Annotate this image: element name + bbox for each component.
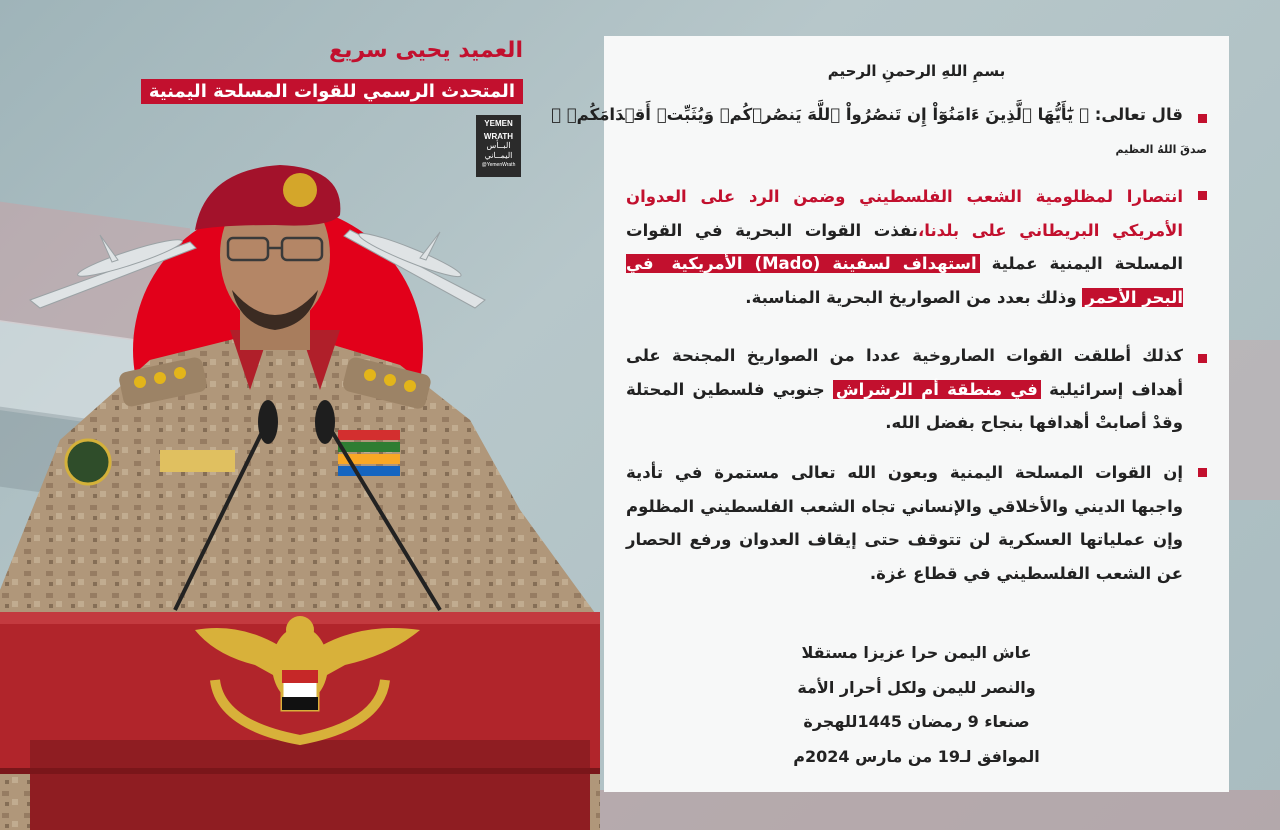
- highlight-umm-al-rashrash: في منطقة أم الرشراش: [833, 380, 1041, 399]
- paragraph-intro-red: انتصارا لمظلومية الشعب الفلسطيني وضمن الرد على العدوان الأمريكي البريطاني على بلدنا،: [626, 187, 1183, 240]
- beret-badge-icon: [283, 173, 317, 207]
- paragraph-text: نفذت القوات البحرية في القوات المسلحة اليمنية عملية: [626, 220, 1184, 273]
- highlight-red-sea: في البحر الأحمر: [626, 254, 1183, 307]
- statement-panel: [551, 36, 1229, 792]
- verse-text: ﴿ يَٰٓأَيُّهَا ٱلَّذِينَ ءَامَنُوٓاْ إِن تَنصُرُواْ ٱللَّهَ يَنصُرۡكُمۡ وَيُثَبِّتۡ أَقۡدَامَكُمۡ ﴾: [551, 105, 1089, 124]
- drone-icon: [30, 234, 196, 308]
- paragraph-commitment: إن القوات المسلحة اليمنية وبعون الله تعالى مستمرة في تأدية واجبها الديني والأخلاقي والإنساني تجاه الشعب الفلسطيني المظلوم وإن عملياتها العسكرية لن تتوقف حتى إيقاف العدوان ورفع الحصار عن الشعب الفلسطيني في قطاع غزة.: [626, 463, 1183, 583]
- paragraph-text-end: جنوبي فلسطين المحتلة وقدْ أصابتْ أهدافها بنجاح بفضل الله.: [626, 379, 1183, 432]
- spokesman-figure-illustration: [0, 150, 600, 830]
- verse-closing: صدقَ اللهُ العظيم: [1115, 143, 1207, 156]
- paragraph-text-end: وذلك بعدد من الصواريخ البحرية المناسبة.: [745, 287, 1083, 307]
- closing-block: [626, 636, 1207, 774]
- closing-line: عاش اليمن حرا عزيزا مستقلا: [801, 643, 1032, 662]
- microphone-icon: [315, 400, 335, 444]
- logo-text-line: اليمــاني: [484, 151, 513, 160]
- spokesman-name: العميد يحيى سريع: [329, 38, 523, 63]
- logo-text-line: YEMEN: [484, 119, 513, 128]
- paragraph-missile-operation: [626, 339, 1207, 440]
- name-tag: [160, 450, 235, 472]
- logo-text-line: WRATH: [483, 132, 514, 141]
- microphone-icon: [258, 400, 278, 444]
- beret: [195, 165, 340, 230]
- basmala: بسمِ اللهِ الرحمنِ الرحيم: [827, 62, 1006, 80]
- drone-icon: [344, 228, 485, 308]
- closing-line: صنعاء 9 رمضان 1445للهجرة: [803, 712, 1030, 731]
- spokesman-role: المتحدث الرسمي للقوات المسلحة اليمنية: [141, 79, 523, 104]
- verse-intro: قال تعالى:: [1094, 105, 1183, 124]
- closing-line: والنصر لليمن ولكل أحرار الأمة: [797, 677, 1036, 697]
- logo-handle: @YemenWrath: [481, 162, 516, 168]
- logo-text-line: البــأس: [486, 141, 511, 150]
- paragraph-naval-operation: [626, 180, 1207, 314]
- closing-line: الموافق لـ19 من مارس 2024م: [793, 746, 1040, 766]
- highlight-ship-target: استهداف لسفينة (Mado) الأمريكية: [669, 254, 980, 273]
- shoulder-patch: [66, 440, 110, 484]
- paragraph-text: كذلك أطلقت القوات الصاروخية عددا من الصواريخ المجنحة على أهداف إسرائيلية: [626, 346, 1183, 399]
- quran-verse: [551, 98, 1207, 132]
- background-right-band: [1220, 340, 1280, 500]
